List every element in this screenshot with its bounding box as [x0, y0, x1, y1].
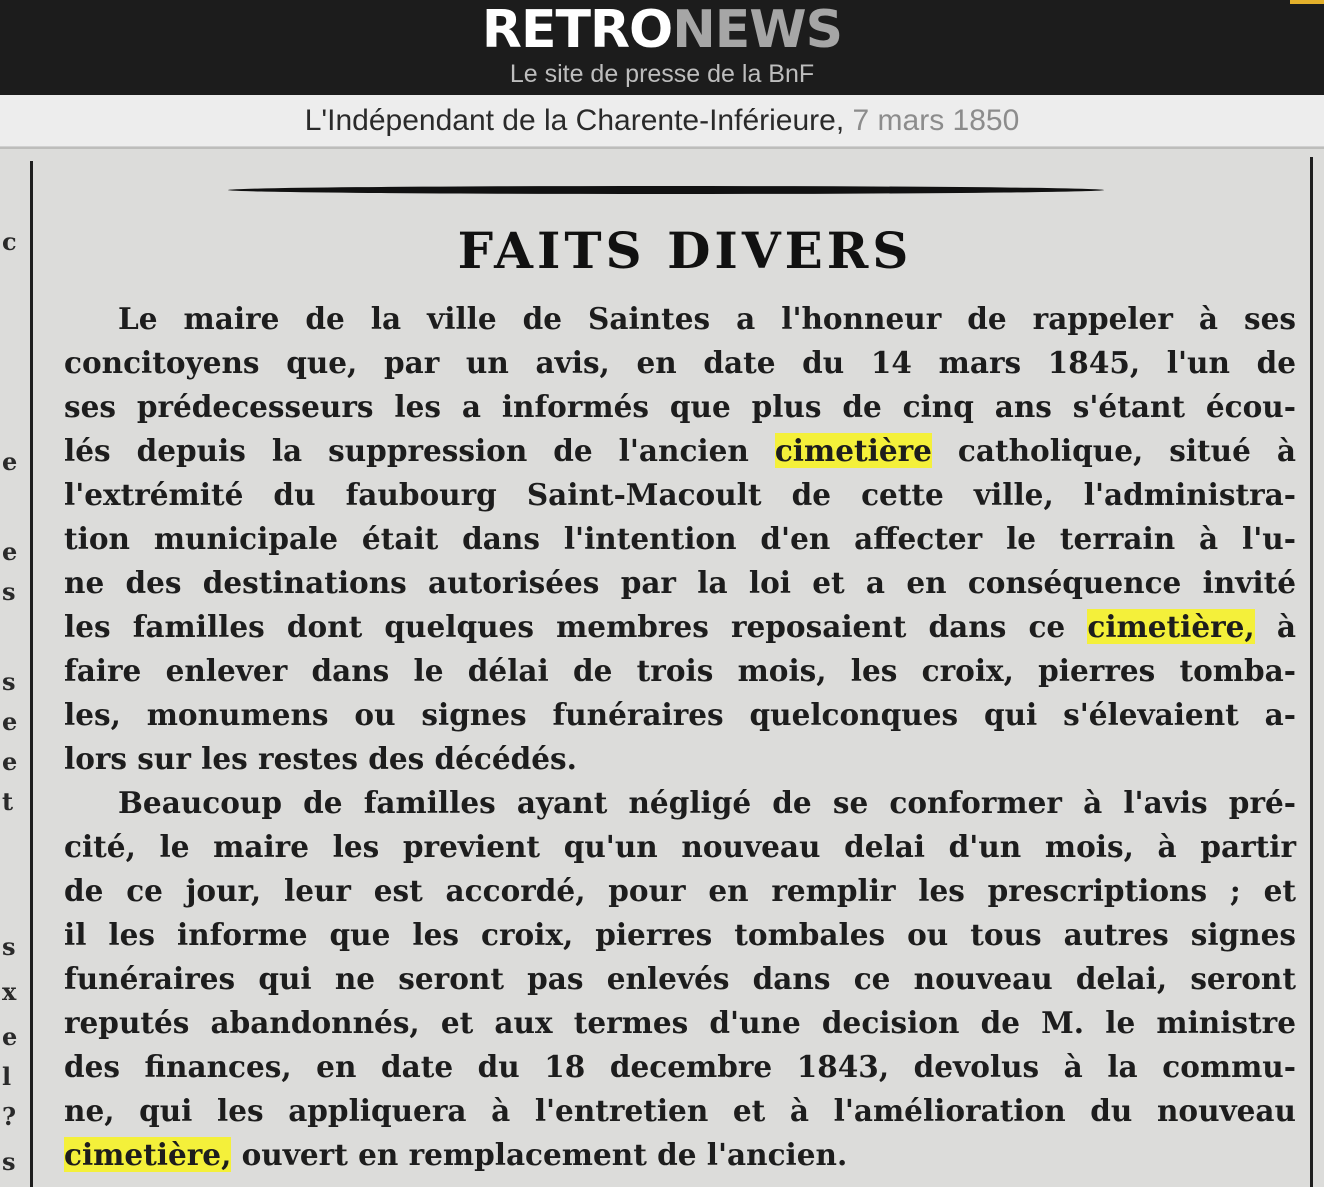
scan-top-edge [0, 147, 1324, 149]
text-line: ne des destinations autorisées par la loi et a en conséquence invité [64, 565, 1296, 600]
corner-accent [1290, 0, 1324, 4]
article-body [64, 297, 1296, 1177]
text-line [64, 605, 1296, 649]
text-line: les, monumens ou signes funéraires quelconques qui s'élevaient a- [64, 697, 1296, 732]
document-title-bar [0, 95, 1324, 147]
text-line [64, 429, 1296, 473]
newspaper-scan [0, 147, 1324, 1187]
text-line: ses prédecesseurs les a informés que plus de cinq ans s'étant écou- [64, 389, 1296, 424]
site-header [0, 0, 1324, 95]
text-line: tion municipale était dans l'intention d'en affecter le terrain à l'u- [64, 521, 1296, 556]
text-line: ne, qui les appliquera à l'entretien et à l'amélioration du nouveau [64, 1093, 1296, 1128]
adjacent-column-fragment: c e e s s e e t s x e l ? s [2, 227, 18, 1176]
heading-ornament-rule [228, 186, 1104, 194]
site-tagline: Le site de presse de la BnF [509, 60, 815, 88]
text-segment: ouvert en remplacement de l'ancien. [241, 1137, 848, 1172]
text-line: reputés abandonnés, et aux termes d'une decision de M. le ministre [64, 1005, 1296, 1040]
search-highlight: cimetière, [1087, 609, 1255, 644]
text-segment: catholique, situé à [957, 433, 1296, 468]
text-segment: à [1276, 609, 1296, 644]
text-line: cité, le maire les previent qu'un nouveau delai d'un mois, à partir [64, 829, 1296, 864]
publication-date: 7 mars 1850 [852, 104, 1020, 137]
text-line: faire enlever dans le délai de trois mois, les croix, pierres tomba- [64, 653, 1296, 688]
text-line: concitoyens que, par un avis, en date du 14 mars 1845, l'un de [64, 345, 1296, 380]
text-segment: lés depuis la suppression de l'ancien [64, 433, 749, 468]
text-line: l'extrémité du faubourg Saint-Macoult de cette ville, l'administra- [64, 477, 1296, 512]
text-line [64, 1133, 1296, 1177]
search-highlight: cimetière [774, 433, 932, 468]
text-line: funéraires qui ne seront pas enlevés dans ce nouveau delai, seront [64, 961, 1296, 996]
text-line: Le maire de la ville de Saintes a l'honneur de rappeler à ses [118, 301, 1296, 336]
column-rule-right [1310, 157, 1313, 1187]
column-rule-left [30, 161, 33, 1187]
logo-retro: RETRO [481, 0, 673, 60]
text-line: lors sur les restes des décédés. [64, 741, 577, 776]
publication-name: L'Indépendant de la Charente-Inférieure, [304, 104, 845, 137]
text-line: il les informe que les croix, pierres tombales ou tous autres signes [64, 917, 1296, 952]
retronews-logo[interactable] [0, 2, 1324, 58]
search-highlight: cimetière, [64, 1137, 232, 1172]
text-line: de ce jour, leur est accordé, pour en remplir les prescriptions ; et [64, 873, 1296, 908]
text-line: Beaucoup de familles ayant négligé de se conformer à l'avis pré- [118, 785, 1296, 820]
text-segment: les familles dont quelques membres reposaient dans ce [64, 609, 1066, 644]
logo-news: NEWS [672, 0, 843, 60]
article-heading: FAITS DIVERS [457, 221, 913, 280]
text-line: des finances, en date du 18 decembre 1843, devolus à la commu- [64, 1049, 1296, 1084]
